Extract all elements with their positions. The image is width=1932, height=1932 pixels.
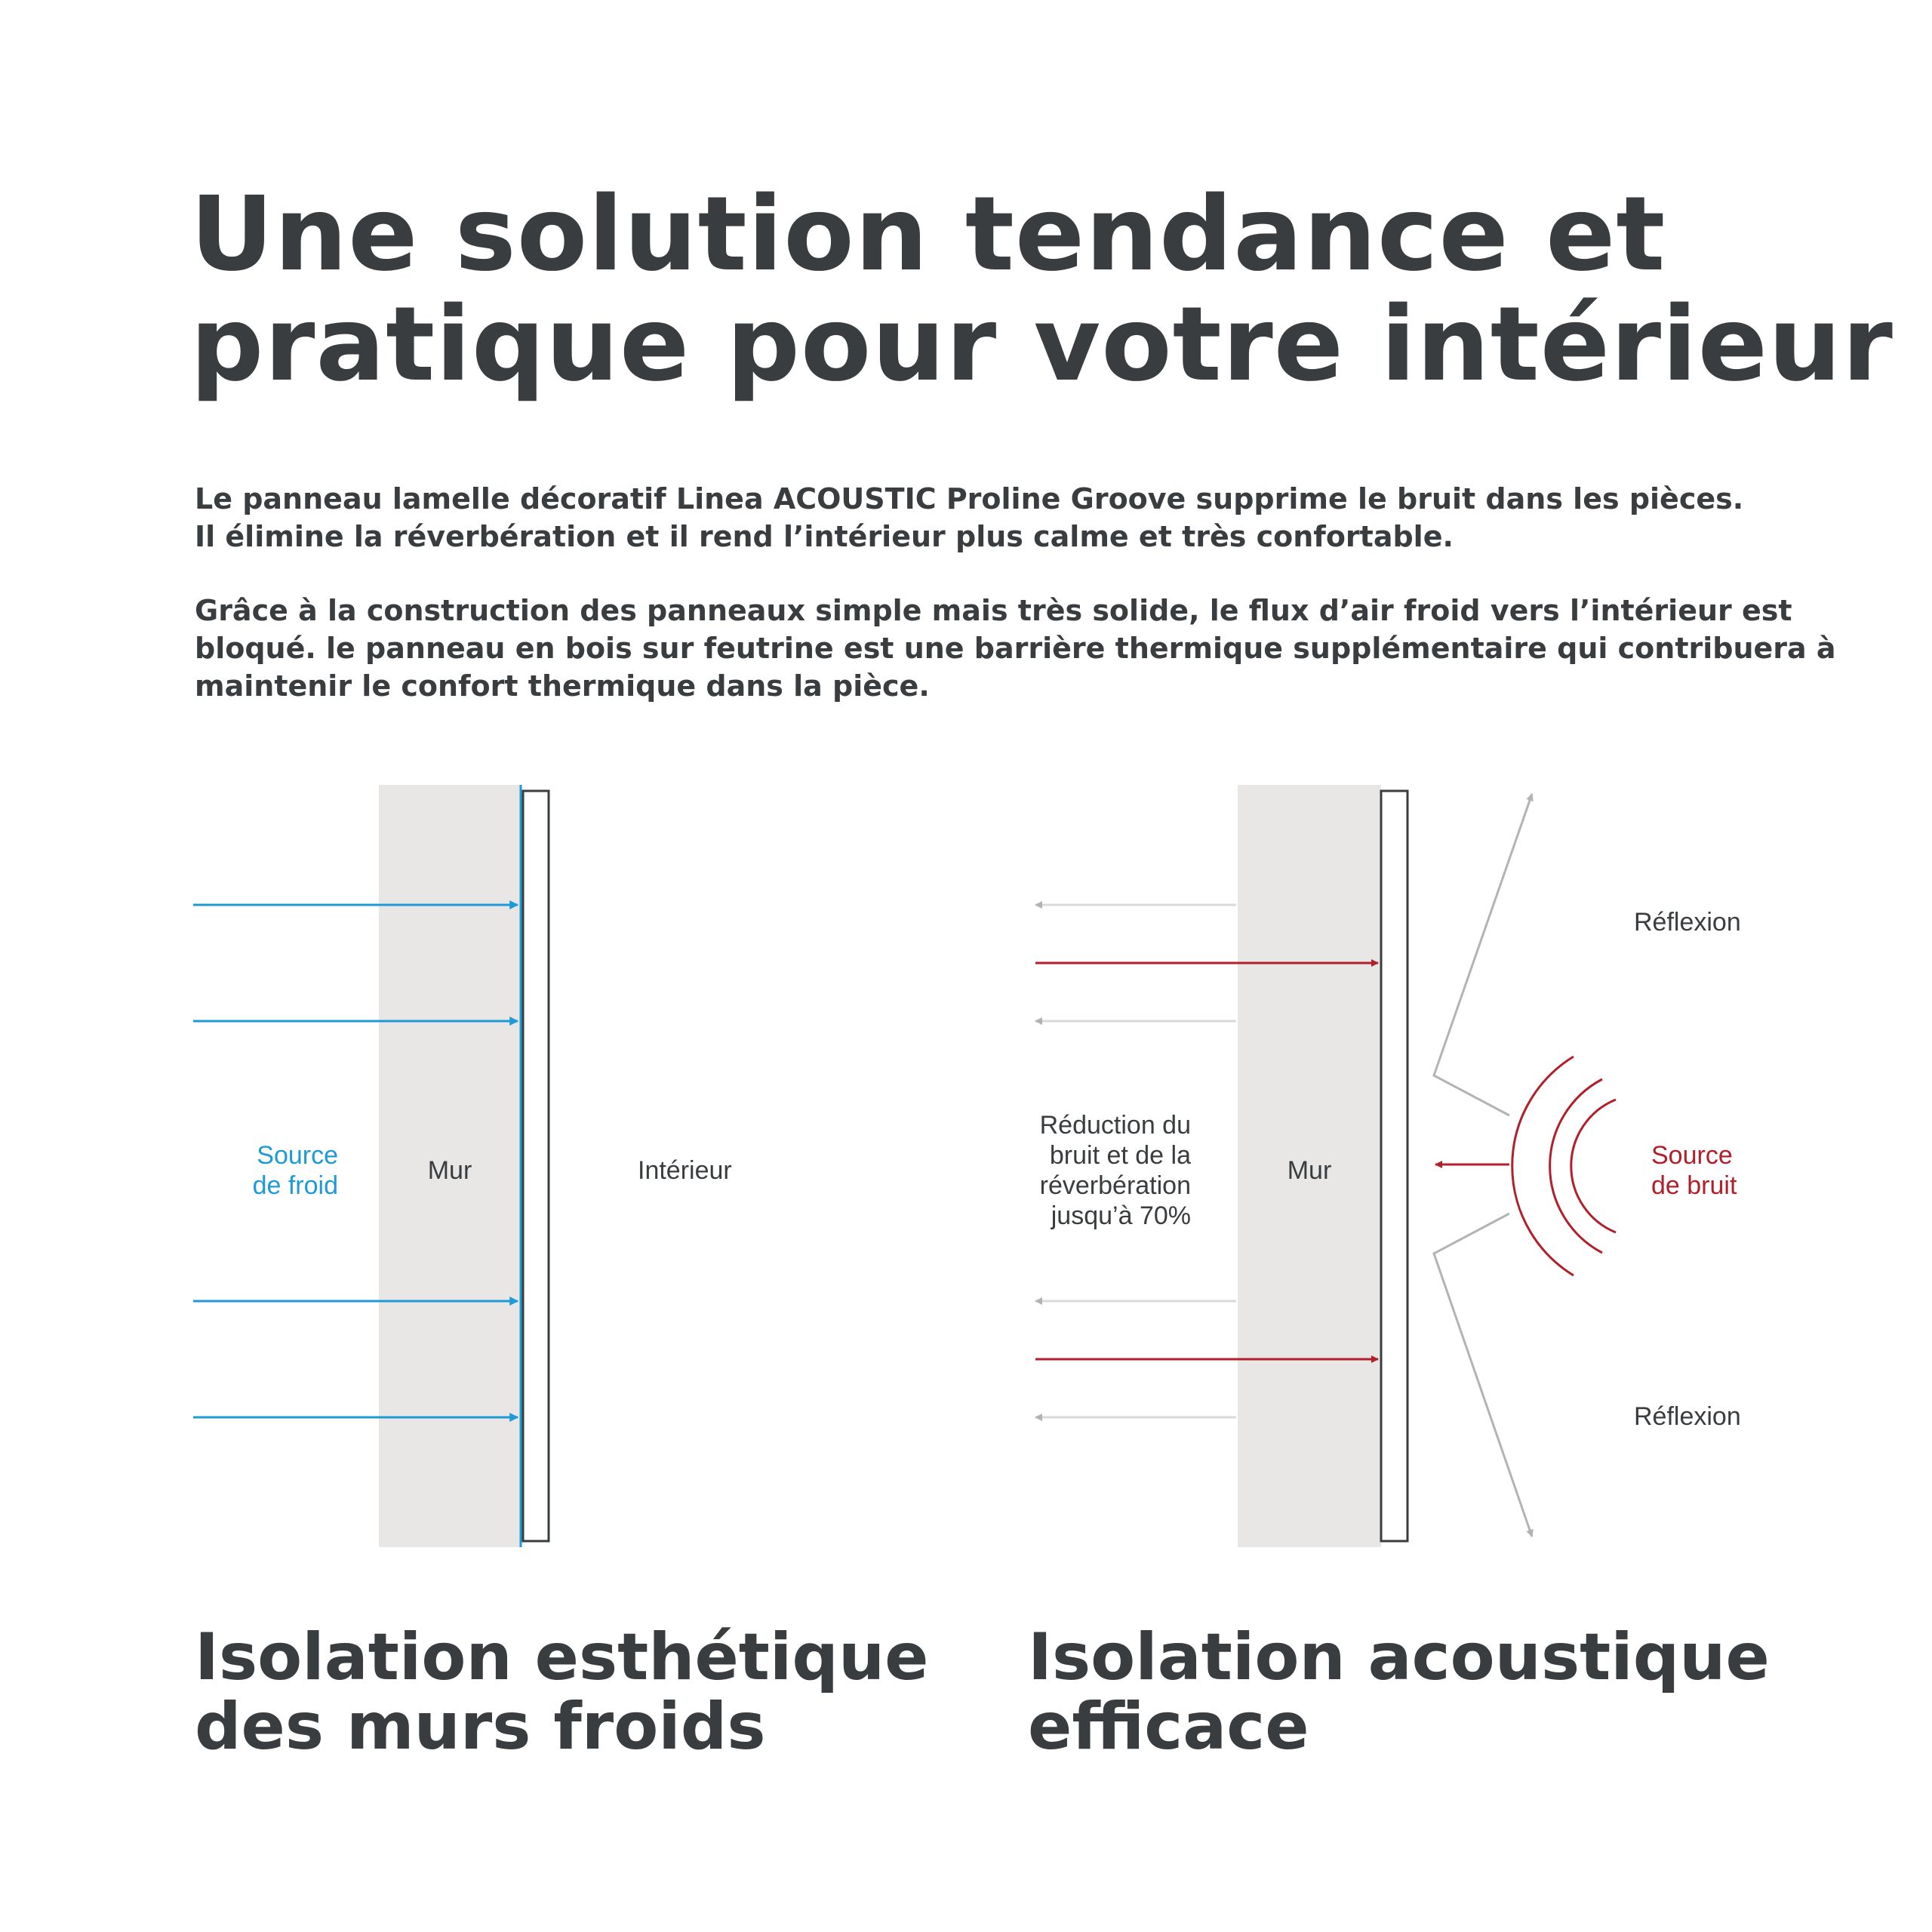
thermal-line-2: bloqué. le panneau en bois sur feutrine est une barrière thermique supplémentaire qui contribuera à <box>195 632 1836 665</box>
reflection-arrow-bottom <box>1434 1214 1532 1537</box>
interior-label: Intérieur <box>638 1156 732 1185</box>
panel-rect <box>523 791 549 1541</box>
thermal-caption <box>195 1620 929 1764</box>
reduction-label: Réduction du <box>1039 1111 1191 1140</box>
sound-wave <box>1512 1057 1574 1275</box>
reflection-label-bottom: Réflexion <box>1634 1402 1741 1431</box>
acoustic-caption <box>1028 1620 1770 1764</box>
cold-source-label: de froid <box>252 1171 338 1200</box>
sound-wave <box>1550 1079 1602 1253</box>
reduction-label: jusqu’à 70% <box>1051 1201 1191 1230</box>
thermal-caption-line-2: des murs froids <box>195 1689 766 1764</box>
wall-label: Mur <box>1287 1156 1332 1185</box>
thermal-line-1: Grâce à la construction des panneaux simple mais très solide, le flux d’air froid vers l’intérieur est <box>195 594 1792 627</box>
cold-source-label: Source <box>257 1141 338 1170</box>
title-line-2: pratique pour votre intérieur <box>190 285 1894 405</box>
noise-source-label: de bruit <box>1651 1171 1737 1200</box>
acoustic-diagram <box>1035 785 1741 1547</box>
thermal-diagram <box>193 785 732 1547</box>
reflection-label-top: Réflexion <box>1634 908 1741 937</box>
reduction-label: réverbération <box>1039 1171 1191 1200</box>
intro-line-1: Le panneau lamelle décoratif Linea ACOUSTIC Proline Groove supprime le bruit dans les pièces. <box>195 482 1744 515</box>
title-line-1: Une solution tendance et <box>190 175 1666 294</box>
acoustic-caption-line-2: efficace <box>1028 1689 1309 1764</box>
acoustic-caption-line-1: Isolation acoustique <box>1028 1620 1770 1695</box>
wall-label: Mur <box>427 1156 472 1185</box>
sound-wave <box>1571 1100 1616 1232</box>
intro-line-2: Il élimine la réverbération et il rend l’intérieur plus calme et très confortable. <box>195 520 1454 553</box>
thermal-caption-line-1: Isolation esthétique <box>195 1620 929 1695</box>
reflection-arrow-top <box>1434 794 1532 1115</box>
thermal-line-3: maintenir le confort thermique dans la pièce. <box>195 669 930 703</box>
reduction-label: bruit et de la <box>1049 1141 1191 1170</box>
noise-source-label: Source <box>1651 1141 1733 1170</box>
panel-rect <box>1381 791 1407 1541</box>
